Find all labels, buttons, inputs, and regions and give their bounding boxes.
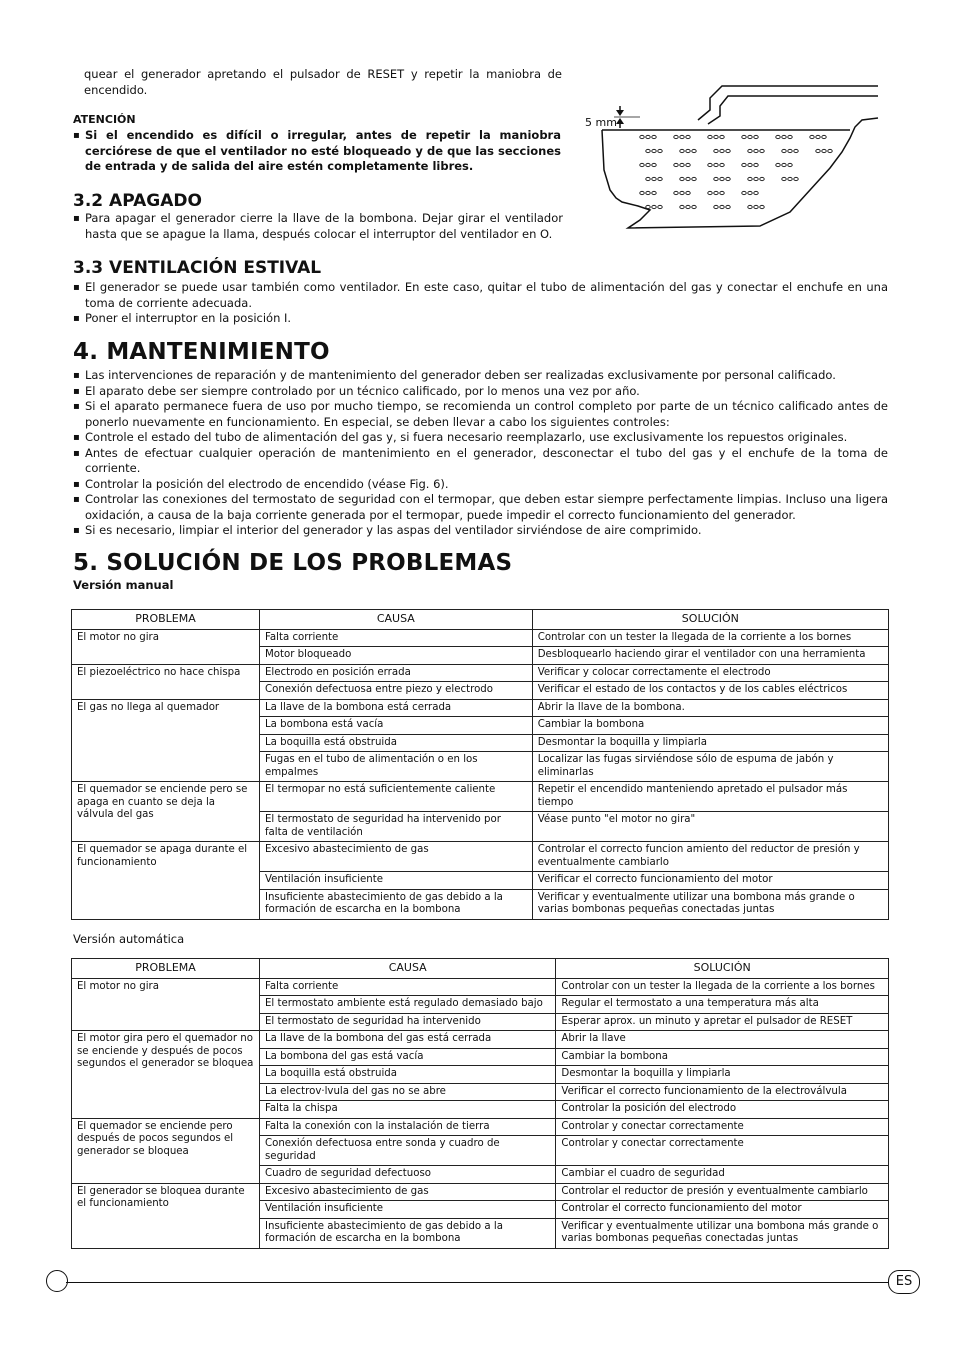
problem-cell: El quemador se apaga durante el funcionamiento: [72, 842, 260, 920]
problem-cell: El motor no gira: [72, 978, 260, 1031]
problem-cell: El generador se bloquea durante el funcionamiento: [72, 1183, 260, 1248]
cause-cell: El termopar no está suficientemente caliente: [259, 782, 532, 812]
cause-cell: La bombona está vacía: [259, 717, 532, 735]
problem-cell: El quemador se enciende pero después de pocos segundos el generador se bloquea: [72, 1118, 260, 1183]
table-row: [72, 629, 889, 647]
table-row: [72, 664, 889, 682]
section-mantenimiento-title: 4. MANTENIMIENTO: [73, 339, 330, 365]
solution-cell: Desbloquearlo haciendo girar el ventilador con una herramienta: [532, 647, 888, 665]
section-ventilacion-title: 3.3 VENTILACIÓN ESTIVAL: [73, 258, 322, 278]
page-number-circle: [46, 1270, 68, 1292]
solution-cell: Cambiar la bombona: [532, 717, 888, 735]
list-item: ▪ El aparato debe ser siempre controlado por un técnico calificado, por lo menos una vez por año.: [73, 384, 888, 400]
list-item: ▪ Controlar la posición del electrodo de encendido (véase Fig. 6).: [73, 477, 888, 493]
solution-cell: Verificar el estado de los contactos y de los cables eléctricos: [532, 682, 888, 700]
cause-cell: Falta la conexión con la instalación de tierra: [260, 1118, 556, 1136]
solution-cell: Verificar y colocar correctamente el electrodo: [532, 664, 888, 682]
column-header: CAUSA: [260, 959, 556, 979]
list-item: ▪ El generador se puede usar también como ventilador. En este caso, quitar el tubo de alimentación del gas y conectar el enchufe en una toma de corriente adecuada.: [73, 280, 888, 311]
solution-cell: Controlar con un tester la llegada de la corriente a los bornes: [532, 629, 888, 647]
cause-cell: Insuficiente abastecimiento de gas debido a la formación de escarcha en la bombona: [260, 1218, 556, 1248]
mantenimiento-list: [73, 368, 888, 539]
auto-version-label: Versión automática: [73, 932, 185, 946]
table-row: [72, 1183, 889, 1201]
solution-cell: Controlar con un tester la llegada de la corriente a los bornes: [556, 978, 889, 996]
language-badge: ES: [888, 1270, 920, 1294]
burner-diagram: [580, 80, 880, 240]
table-row: [72, 842, 889, 872]
solution-cell: Controlar la posición del electrodo: [556, 1101, 889, 1119]
solution-cell: Abrir la llave: [556, 1031, 889, 1049]
ventilacion-list: [73, 280, 888, 327]
list-item: ▪ Poner el interruptor en la posición I.: [73, 311, 888, 327]
cause-cell: El termostato de seguridad ha intervenido: [260, 1013, 556, 1031]
table-row: [72, 1118, 889, 1136]
column-header: SOLUCIÓN: [556, 959, 889, 979]
table-row: [72, 699, 889, 717]
section-apagado-title: 3.2 APAGADO: [73, 191, 202, 211]
list-item: ▪ Controlar las conexiones del termostato de seguridad con el termopar, que deben estar siempre perfectamente limpias. Incluso una ligera oxidación, a causa de la baja corriente generada por el termopar, puede impedir el correcto funcionamiento del generador.: [73, 492, 888, 523]
solution-cell: Repetir el encendido manteniendo apretado el pulsador más tiempo: [532, 782, 888, 812]
solution-cell: Abrir la llave de la bombona.: [532, 699, 888, 717]
table-header-row: [72, 959, 889, 979]
solution-cell: Verificar y eventualmente utilizar una bombona más grande o varias bombonas pequeñas conectadas juntas: [556, 1218, 889, 1248]
cause-cell: El termostato ambiente está regulado demasiado bajo: [260, 996, 556, 1014]
cause-cell: Falta la chispa: [260, 1101, 556, 1119]
attention-text: ▪ Si el encendido es difícil o irregular, antes de repetir la maniobra cerciórese de que el ventilador no esté bloqueado y de que las secciones de entrada y de salida del aire estén completamente libres.: [73, 128, 561, 175]
column-header: PROBLEMA: [72, 610, 260, 630]
cause-cell: La llave de la bombona del gas está cerrada: [260, 1031, 556, 1049]
solution-cell: Cambiar el cuadro de seguridad: [556, 1166, 889, 1184]
cause-cell: Ventilación insuficiente: [259, 872, 532, 890]
gap-label: 5 mm: [585, 116, 617, 129]
cause-cell: Fugas en el tubo de alimentación o en los empalmes: [259, 752, 532, 782]
cause-cell: La boquilla está obstruida: [260, 1066, 556, 1084]
cause-cell: Motor bloqueado: [259, 647, 532, 665]
solution-cell: Localizar las fugas sirviéndose sólo de espuma de jabón y eliminarlas: [532, 752, 888, 782]
table-header-row: [72, 610, 889, 630]
column-header: PROBLEMA: [72, 959, 260, 979]
list-item: ▪ Las intervenciones de reparación y de mantenimiento del generador deben ser realizadas exclusivamente por personal calificado.: [73, 368, 888, 384]
attention-title: ATENCIÓN: [73, 113, 136, 126]
solution-cell: Desmontar la boquilla y limpiarla: [556, 1066, 889, 1084]
solution-cell: Cambiar la bombona: [556, 1048, 889, 1066]
list-item: ▪ Antes de efectuar cualquier operación de mantenimiento en el generador, desconectar el tubo del gas y el enchufe de la toma de corriente.: [73, 446, 888, 477]
solution-cell: Regular el termostato a una temperatura más alta: [556, 996, 889, 1014]
solution-cell: Véase punto "el motor no gira": [532, 812, 888, 842]
cause-cell: La llave de la bombona está cerrada: [259, 699, 532, 717]
list-item: ▪ Para apagar el generador cierre la llave de la bombona. Dejar girar el ventilador hasta que se apague la llama, después colocar el interruptor del ventilador en O.: [73, 211, 563, 242]
solution-cell: Controlar el correcto funcionamiento del motor: [556, 1201, 889, 1219]
list-item: ▪ Controle el estado del tubo de alimentación del gas y, si fuera necesario reemplazarlo, use exclusivamente los repuestos originales.: [73, 430, 888, 446]
cause-cell: El termostato de seguridad ha intervenido por falta de ventilación: [259, 812, 532, 842]
solution-cell: Verificar el correcto funcionamiento del motor: [532, 872, 888, 890]
problem-cell: El motor no gira: [72, 629, 260, 664]
list-item: ▪ Si el aparato permanece fuera de uso por mucho tiempo, se recomienda un control completo por parte de un técnico calificado antes de ponerlo nuevamente en funcionamiento. En especial, se deben llevar a cabo los siguientes controles:: [73, 399, 888, 430]
footer-rule: [66, 1282, 888, 1283]
solution-cell: Desmontar la boquilla y limpiarla: [532, 734, 888, 752]
reset-paragraph: quear el generador apretando el pulsador de RESET y repetir la maniobra de encendido.: [84, 67, 562, 97]
cause-cell: Cuadro de seguridad defectuoso: [260, 1166, 556, 1184]
burner-electrode-figure: [580, 80, 880, 240]
cause-cell: La bombona del gas está vacía: [260, 1048, 556, 1066]
table-row: [72, 1031, 889, 1049]
solution-cell: Controlar y conectar correctamente: [556, 1136, 889, 1166]
solution-cell: Controlar y conectar correctamente: [556, 1118, 889, 1136]
solution-cell: Esperar aprox. un minuto y apretar el pulsador de RESET: [556, 1013, 889, 1031]
cause-cell: Excesivo abastecimiento de gas: [260, 1183, 556, 1201]
cause-cell: Conexión defectuosa entre piezo y electrodo: [259, 682, 532, 700]
cause-cell: La boquilla está obstruida: [259, 734, 532, 752]
cause-cell: Falta corriente: [259, 629, 532, 647]
problem-cell: El gas no llega al quemador: [72, 699, 260, 782]
cause-cell: Conexión defectuosa entre sonda y cuadro de seguridad: [260, 1136, 556, 1166]
cause-cell: Ventilación insuficiente: [260, 1201, 556, 1219]
cause-cell: Insuficiente abastecimiento de gas debido a la formación de escarcha en la bombona: [259, 889, 532, 919]
column-header: SOLUCIÓN: [532, 610, 888, 630]
column-header: CAUSA: [259, 610, 532, 630]
solution-cell: Verificar y eventualmente utilizar una bombona más grande o varias bombonas pequeñas conectadas juntas: [532, 889, 888, 919]
manual-version-label: Versión manual: [73, 578, 174, 592]
cause-cell: Excesivo abastecimiento de gas: [259, 842, 532, 872]
auto-troubleshooting-table: [71, 958, 889, 1249]
cause-cell: La electrov·lvula del gas no se abre: [260, 1083, 556, 1101]
problem-cell: El motor gira pero el quemador no se enciende y después de pocos segundos el generador se bloquea: [72, 1031, 260, 1119]
solution-cell: Verificar el correcto funcionamiento de la electroválvula: [556, 1083, 889, 1101]
problem-cell: El quemador se enciende pero se apaga en cuanto se deja la válvula del gas: [72, 782, 260, 842]
apagado-list: [73, 211, 563, 242]
manual-troubleshooting-table: [71, 609, 889, 920]
table-row: [72, 782, 889, 812]
list-item: ▪ Si es necesario, limpiar el interior del generador y las aspas del ventilador sirviéndose de aire comprimido.: [73, 523, 888, 539]
solution-cell: Controlar el reductor de presión y eventualmente cambiarlo: [556, 1183, 889, 1201]
cause-cell: Electrodo en posición errada: [259, 664, 532, 682]
solution-cell: Controlar el correcto funcion amiento del reductor de presión y eventualmente cambiarlo: [532, 842, 888, 872]
table-row: [72, 978, 889, 996]
section-solucion-title: 5. SOLUCIÓN DE LOS PROBLEMAS: [73, 550, 513, 576]
problem-cell: El piezoeléctrico no hace chispa: [72, 664, 260, 699]
cause-cell: Falta corriente: [260, 978, 556, 996]
